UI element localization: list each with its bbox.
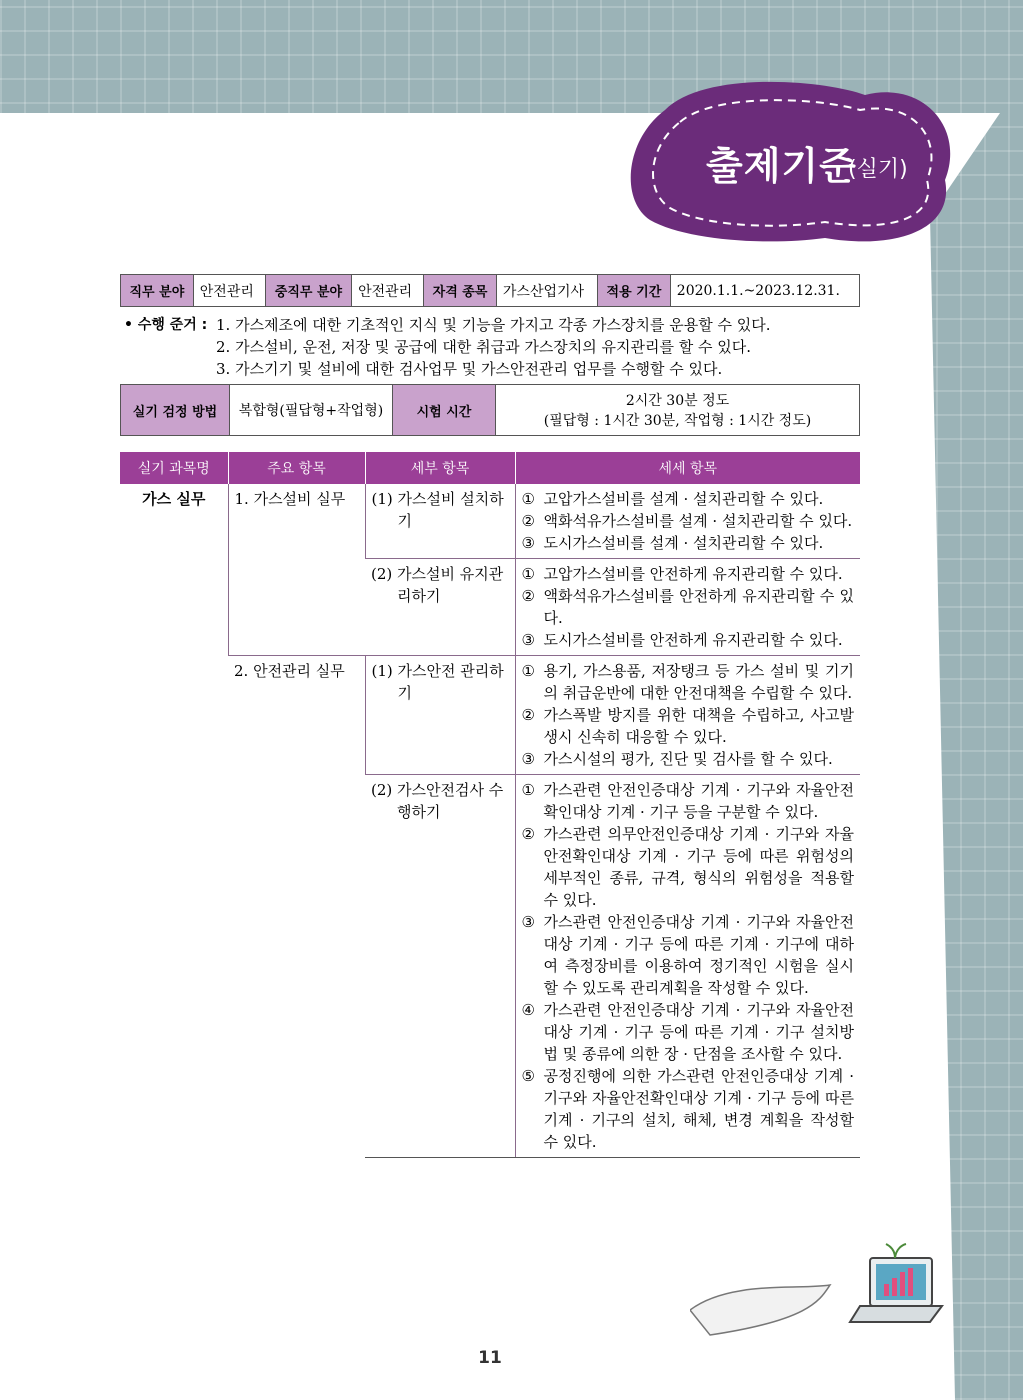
detail-item: ③ 도시가스설비를 설계 · 설치관리할 수 있다. <box>521 534 824 552</box>
field-label: 직무 분야 <box>121 275 194 307</box>
subfield-value: 안전관리 <box>352 275 424 307</box>
exam-table <box>120 384 860 436</box>
detail-item: ③ 도시가스설비를 안전하게 유지관리할 수 있다. <box>521 631 843 649</box>
detail-item: ③ 가스시설의 평가, 진단 및 검사를 할 수 있다. <box>521 750 833 768</box>
main-item: 2. 안전관리 실무 <box>228 656 365 1158</box>
period-label: 적용 기간 <box>598 275 671 307</box>
main-item: 1. 가스설비 실무 <box>228 484 365 656</box>
time-line-2: (필답형 : 1시간 30분, 작업형 : 1시간 정도) <box>543 413 812 429</box>
time-line-1: 2시간 30분 정도 <box>625 393 730 409</box>
criteria-item: 3. 가스기기 및 설비에 대한 검사업무 및 가스안전관리 업무를 수행할 수 있다. <box>216 360 723 378</box>
info-table <box>120 274 860 307</box>
detail-item: ② 액화석유가스설비를 설계 · 설치관리할 수 있다. <box>521 512 853 530</box>
qual-value: 가스산업기사 <box>496 275 597 307</box>
header-sub: 세부 항목 <box>365 452 515 484</box>
detail-item: ② 가스관련 의무안전인증대상 기계 · 기구와 자율안전확인대상 기계 · 기구 등에 따른 위험성의 세부적인 종류, 규격, 형식의 위험성을 적용할 수 있다. <box>521 825 854 909</box>
detail-cell <box>515 559 860 656</box>
page-subtitle: (실기) <box>848 157 908 182</box>
time-value <box>496 385 860 436</box>
header-subject: 실기 과목명 <box>120 452 228 484</box>
field-value: 안전관리 <box>193 275 265 307</box>
detail-cell <box>515 484 860 559</box>
detail-item: ① 용기, 가스용품, 저장탱크 등 가스 설비 및 기기의 취급운반에 대한 안전대책을 수립할 수 있다. <box>521 662 854 702</box>
criteria-table <box>120 452 860 1158</box>
sub-item: (2) 가스설비 유지관리하기 <box>365 559 515 656</box>
method-value: 복합형(필답형+작업형) <box>230 385 393 436</box>
header-detail: 세세 항목 <box>515 452 860 484</box>
time-label: 시험 시간 <box>393 385 496 436</box>
qual-label: 자격 종목 <box>424 275 497 307</box>
detail-cell <box>515 775 860 1158</box>
detail-cell <box>515 656 860 775</box>
detail-item: ① 가스관련 안전인증대상 기계 · 기구와 자율안전 확인대상 기계 · 기구 등을 구분할 수 있다. <box>521 781 854 821</box>
laptop-illustration <box>690 1240 950 1350</box>
detail-item: ③ 가스관련 안전인증대상 기계 · 기구와 자율안전 대상 기계 · 기구 등에 따른 기계 · 기구에 대하여 측정장비를 이용하여 정기적인 시험을 실시할 수 있도록 관리계획을 작성할 수 있다. <box>521 913 854 997</box>
detail-item: ② 가스폭발 방지를 위한 대책을 수립하고, 사고발생시 신속히 대응할 수 있다. <box>521 706 854 746</box>
detail-item: ② 액화석유가스설비를 안전하게 유지관리할 수 있다. <box>521 587 854 627</box>
criteria-label: • 수행 준거 : <box>124 317 208 333</box>
detail-item: ① 고압가스설비를 안전하게 유지관리할 수 있다. <box>521 565 843 583</box>
page-number: 11 <box>462 1338 518 1378</box>
detail-item: ⑤ 공정진행에 의한 가스관련 안전인증대상 기계 · 기구와 자율안전확인대상 기계 · 기구 등에 따른 기계 · 기구의 설치, 해체, 변경 계획을 작성할 수 있다. <box>521 1067 854 1151</box>
sub-item: (2) 가스안전검사 수행하기 <box>365 775 515 1158</box>
performance-criteria <box>124 314 864 380</box>
period-value: 2020.1.1.~2023.12.31. <box>670 275 859 307</box>
subfield-label: 중직무 분야 <box>265 275 351 307</box>
detail-item: ④ 가스관련 안전인증대상 기계 · 기구와 자율안전대상 기계 · 기구 등에 따른 기계 · 기구 설치방법 및 종류에 의한 장 · 단점을 조사할 수 있다. <box>521 1001 854 1063</box>
page-title: 출제기준 <box>706 144 857 188</box>
subject-name: 가스 실무 <box>142 490 206 508</box>
method-label: 실기 검정 방법 <box>121 385 230 436</box>
detail-item: ① 고압가스설비를 설계 · 설치관리할 수 있다. <box>521 490 824 508</box>
sub-item: (1) 가스안전 관리하기 <box>365 656 515 775</box>
header-main: 주요 항목 <box>228 452 365 484</box>
criteria-item: 2. 가스설비, 운전, 저장 및 공급에 대한 취급과 가스장치의 유지관리를 할 수 있다. <box>216 338 752 356</box>
criteria-item: 1. 가스제조에 대한 기초적인 지식 및 기능을 가지고 각종 가스장치를 운용할 수 있다. <box>216 316 771 334</box>
sub-item: (1) 가스설비 설치하기 <box>365 484 515 559</box>
